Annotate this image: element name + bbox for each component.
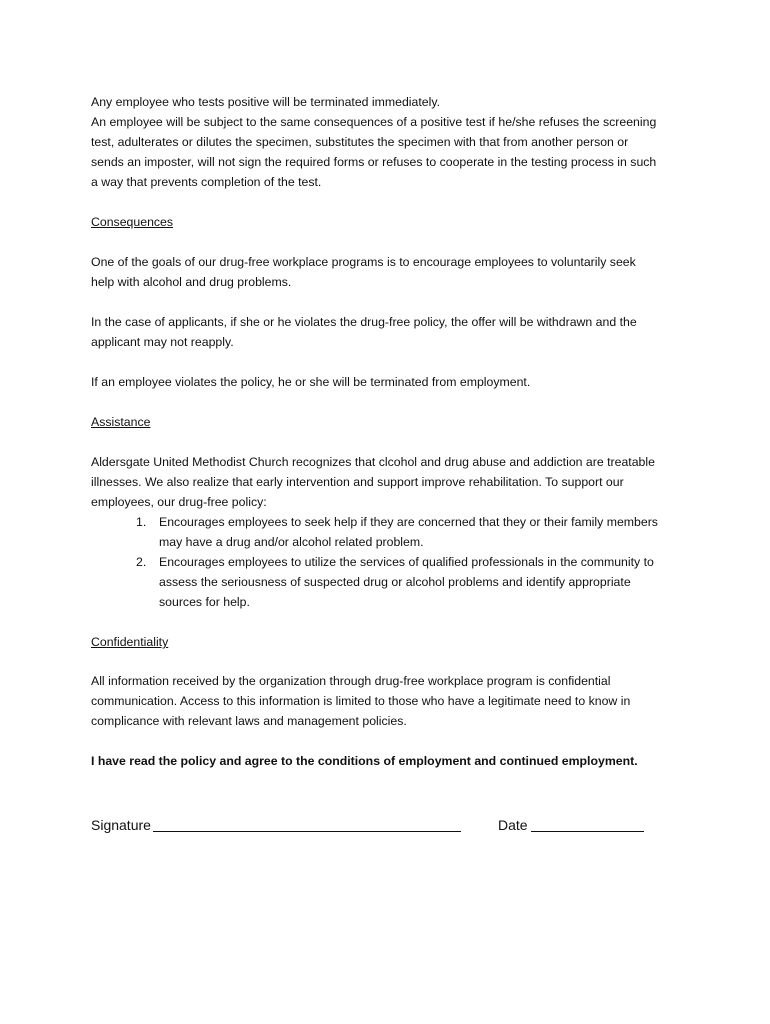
paragraph-line: communication. Access to this information is limited to those who have a legitimate need to know in <box>91 694 631 708</box>
paragraph-line: complicance with relevant laws and management policies. <box>91 714 407 728</box>
section-heading-confidentiality: Confidentiality <box>91 635 169 649</box>
list-item-line: assess the seriousness of suspected drug or alcohol problems and identify appropriate <box>159 575 631 589</box>
paragraph-line: a way that prevents completion of the test. <box>91 175 322 189</box>
section-heading-consequences: Consequences <box>91 215 174 229</box>
paragraph-line: applicant may not reapply. <box>91 335 234 349</box>
paragraph-line: help with alcohol and drug problems. <box>91 275 292 289</box>
list-item-line: Encourages employees to utilize the services of qualified professionals in the community to <box>159 555 654 569</box>
paragraph-line: All information received by the organization through drug-free workplace program is confidential <box>91 674 611 688</box>
list-item-number: 1. <box>136 515 147 529</box>
paragraph-line: test, adulterates or dilutes the specimen, substitutes the specimen with that from another person or <box>91 135 629 149</box>
list-item-line: may have a drug and/or alcohol related problem. <box>159 535 424 549</box>
list-item-number: 2. <box>136 555 147 569</box>
paragraph-line: Any employee who tests positive will be terminated immediately. <box>91 95 441 109</box>
date-line[interactable] <box>531 831 644 832</box>
paragraph-line: employees, our drug-free policy: <box>91 495 267 509</box>
date-label: Date <box>498 817 528 833</box>
paragraph-line: Aldersgate United Methodist Church recognizes that clcohol and drug abuse and addiction are treatable <box>91 455 655 469</box>
paragraph-line: In the case of applicants, if she or he violates the drug-free policy, the offer will be withdrawn and the <box>91 315 637 329</box>
list-item-line: sources for help. <box>159 595 250 609</box>
section-heading-assistance: Assistance <box>91 415 151 429</box>
signature-label: Signature <box>91 817 151 833</box>
agreement-statement: I have read the policy and agree to the conditions of employment and continued employment. <box>91 754 638 768</box>
paragraph-line: One of the goals of our drug-free workplace programs is to encourage employees to voluntarily seek <box>91 255 636 269</box>
list-item-line: Encourages employees to seek help if they are concerned that they or their family members <box>159 515 658 529</box>
paragraph-line: illnesses. We also realize that early intervention and support improve rehabilitation. To support our <box>91 475 624 489</box>
signature-line[interactable] <box>153 831 461 832</box>
paragraph-line: An employee will be subject to the same consequences of a positive test if he/she refuses the screening <box>91 115 657 129</box>
paragraph-line: If an employee violates the policy, he or she will be terminated from employment. <box>91 375 531 389</box>
paragraph-line: sends an imposter, will not sign the required forms or refuses to cooperate in the testing process in such <box>91 155 657 169</box>
